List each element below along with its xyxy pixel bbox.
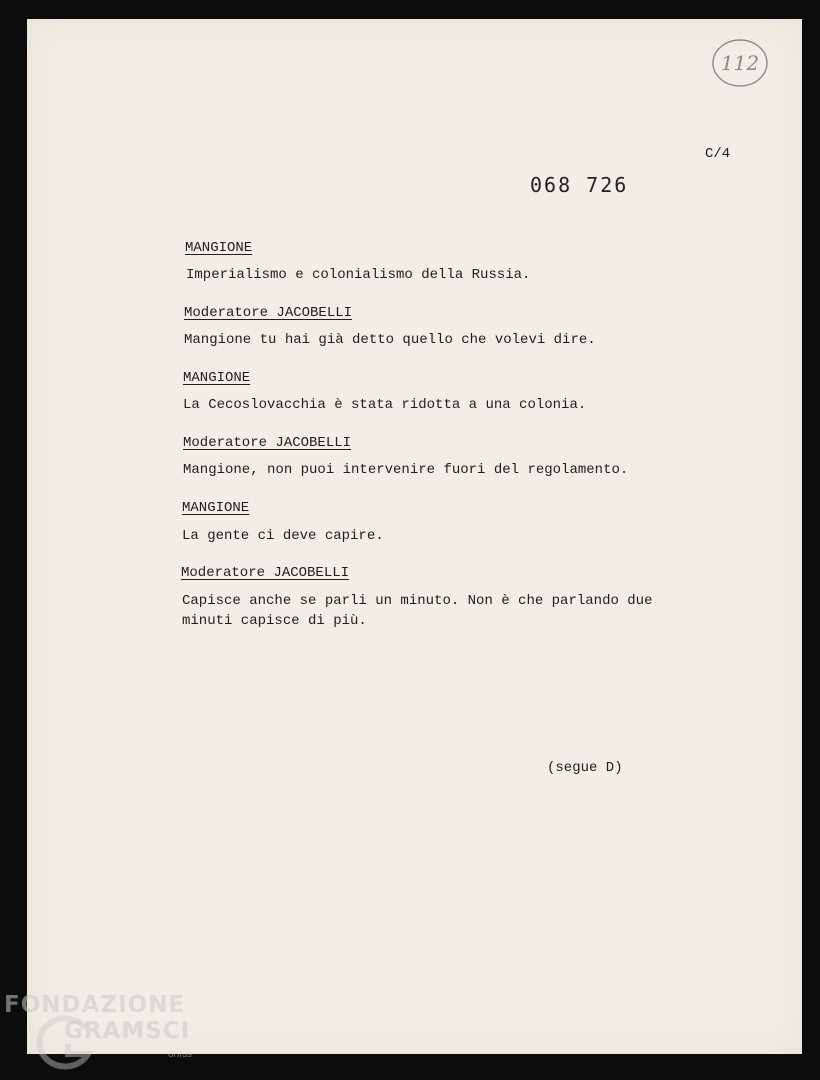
dialogue-line: Mangione tu hai già detto quello che volevi dire. [184,332,596,348]
dialogue-line: Capisce anche se parli un minuto. Non è che parlando due minuti capisce di più. [182,593,653,629]
speaker-label: Moderatore JACOBELLI [181,565,350,581]
continuation-note: (segue D) [547,760,623,776]
dialogue-line: Mangione, non puoi intervenire fuori del regolamento. [183,462,629,478]
speaker-label: Moderatore JACOBELLI [184,305,353,321]
watermark-line-2: GRAMSCI [64,1018,191,1044]
watermark-line-1: FONDAZIONE [4,992,186,1018]
page-code: C/4 [705,146,731,162]
speaker-label: MANGIONE [185,240,253,256]
speaker-label: MANGIONE [182,500,250,516]
speaker-label: MANGIONE [183,370,251,386]
dialogue-line: La gente ci deve capire. [182,528,384,544]
dialogue-line: Imperialismo e colonialismo della Russia. [186,267,531,283]
archive-watermark [4,992,204,1072]
speaker-label: Moderatore JACOBELLI [183,435,352,451]
svg-text:112: 112 [720,51,760,75]
dialogue-line: La Cecoslovacchia è stata ridotta a una colonia. [183,397,587,413]
document-number: 068 726 [530,173,629,197]
watermark-line-3: onlus [168,1050,193,1060]
